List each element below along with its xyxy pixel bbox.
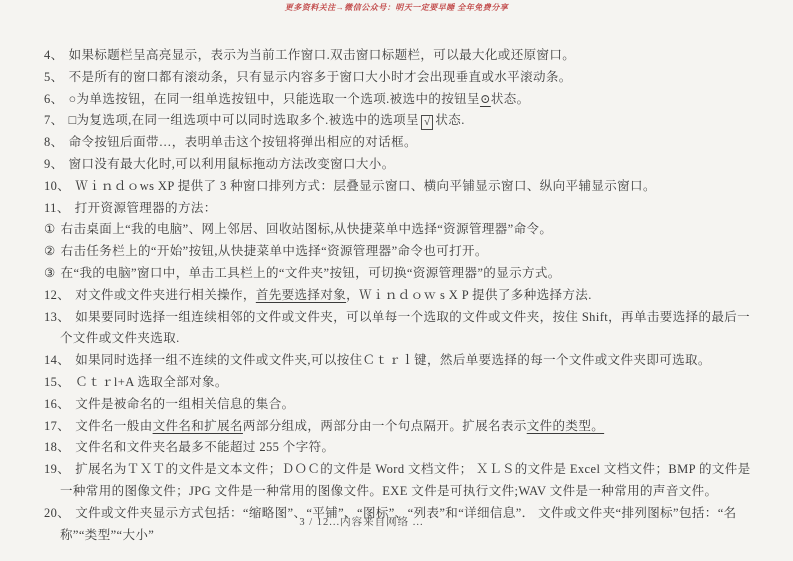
doc-line-12 (44, 285, 757, 307)
doc-line-9 (44, 219, 757, 241)
line-number: 12、 (44, 287, 71, 302)
doc-line-3 (44, 89, 757, 111)
line-text: 文件的类型。 (526, 418, 605, 433)
line-number: 8、 (44, 135, 64, 150)
doc-line-10 (44, 241, 757, 263)
line-text: 状态. (435, 113, 465, 128)
line-text: 文件名一般由 (75, 418, 153, 433)
doc-line-17 (44, 416, 757, 438)
line-number: 5、 (44, 69, 64, 84)
line-text: 右击任务栏上的“开始”按钮,从快捷菜单中选择“资源管理器”命令也可打开。 (60, 244, 488, 259)
line-number: 17、 (44, 418, 71, 433)
line-text: 右击桌面上“我的电脑”、网上邻居、回收站图标,从快捷菜单中选择“资源管理器”命令。 (60, 222, 553, 237)
doc-line-1 (44, 45, 757, 67)
doc-line-14 (44, 350, 757, 372)
line-text: 命令按钮后面带…，表明单击这个按钮将弹出相应的对话框。 (68, 135, 417, 150)
line-number: ③ (44, 265, 56, 280)
line-text: ，Ｗｉｎｄｏｗ s X P 提供了多种选择方法. (346, 287, 592, 302)
line-number: 9、 (44, 156, 64, 171)
doc-line-16 (44, 394, 757, 416)
doc-line-15 (44, 372, 757, 394)
line-text: 两部分组成，两部分由一个句点隔开。扩展名表示 (242, 418, 527, 433)
promo-header-text: 更多资料关注→微信公众号：明天一定要早睡 全年免费分享 (284, 3, 509, 12)
line-text: 首先要选择对象 (255, 287, 347, 302)
line-number: 18、 (44, 440, 71, 455)
line-text: ⊙ (479, 91, 491, 106)
doc-line-7 (44, 176, 757, 198)
line-number: 16、 (44, 396, 71, 411)
line-text: Ｗｉｎｄｏws XP 提供了 3 种窗口排列方式：层叠显示窗口、横向平铺显示窗口、纵向平辅显示窗口。 (75, 178, 656, 193)
line-number: 7、 (44, 113, 64, 128)
doc-line-2 (44, 67, 757, 89)
doc-line-4 (44, 110, 757, 132)
line-text: 如果同时选择一组不连续的文件或文件夹,可以按住Ｃｔｒｌ键，然后单要选择的每一个文件或文件夹即可选取。 (75, 353, 711, 368)
line-number: 14、 (44, 353, 71, 368)
doc-line-19 (44, 459, 757, 503)
line-number: 19、 (44, 462, 71, 477)
line-number: 20、 (44, 505, 71, 520)
line-number: 10、 (44, 178, 71, 193)
line-text: 打开资源管理器的方法： (74, 200, 217, 215)
doc-line-5 (44, 132, 757, 154)
page-number-footer: 3 / 12...内容来自网络 ... (299, 517, 424, 528)
line-text: 文件名和文件夹名最多不能超过 255 个字符。 (75, 440, 335, 455)
line-number: 4、 (44, 48, 64, 62)
line-number: 11、 (44, 200, 70, 215)
line-text: □为复选项,在同一组选项中可以同时选取多个.被选中的选项呈 (68, 113, 419, 128)
line-number: ② (44, 244, 56, 259)
line-text: 对文件或文件夹进行相关操作， (75, 287, 256, 302)
line-text: 文件名和扩展名 (152, 418, 243, 433)
line-text: 窗口没有最大化时,可以利用鼠标拖动方法改变窗口大小。 (68, 156, 395, 171)
line-number: 13、 (44, 309, 71, 324)
line-text: 如果标题栏呈高亮显示，表示为当前工作窗口.双击窗口标题栏，可以最大化或还原窗口。 (68, 48, 576, 62)
line-text: 在“我的电脑”窗口中，单击工具栏上的“文件夹”按钮，可切换“资源管理器”的显示方式。 (60, 265, 561, 280)
line-number: 6、 (44, 91, 64, 106)
checked-box-glyph: √ (421, 115, 433, 130)
line-text: ○为单选按钮，在同一组单选按钮中，只能选取一个选项.被选中的按钮呈 (68, 91, 480, 106)
line-text: 不是所有的窗口都有滚动条，只有显示内容多于窗口大小时才会出现垂直或水平滚动条。 (68, 69, 572, 84)
document-content (44, 45, 757, 546)
line-text: 扩展名为ＴＸＴ的文件是文本文件；ＤＯＣ的文件是 Word 文档文件； ＸＬＳ的文件是 Excel 文档文件；BMP 的文件是一种常用的图像文件；JPG 文件是一种常用的图像文件。EXE 文件是可执行文件;WAV 文件是一种常用的声音文件。 (60, 462, 751, 498)
line-text: 文件或文件夹显示方式包括：“缩略图”、“平铺”、“图标”、“列表”和“详细信息”． 文件或文件夹“排列图标”包括：“名称”“类型”“大小” (60, 505, 737, 542)
line-text: Ｃｔｒl+A 选取全部对象。 (75, 374, 228, 389)
line-number: 15、 (44, 374, 71, 389)
doc-line-6 (44, 154, 757, 176)
doc-line-11 (44, 263, 757, 285)
doc-line-13 (44, 307, 757, 351)
doc-line-18 (44, 437, 757, 459)
line-text: 如果要同时选择一组连续相邻的文件或文件夹，可以单每一个选取的文件或文件夹，按住 Shift，再单击要选择的最后一个文件或文件夹选取. (60, 309, 751, 346)
line-text: 文件是被命名的一组相关信息的集合。 (75, 396, 295, 411)
line-text: 状态。 (490, 91, 530, 106)
doc-line-8 (44, 198, 757, 220)
line-number: ① (44, 222, 56, 237)
